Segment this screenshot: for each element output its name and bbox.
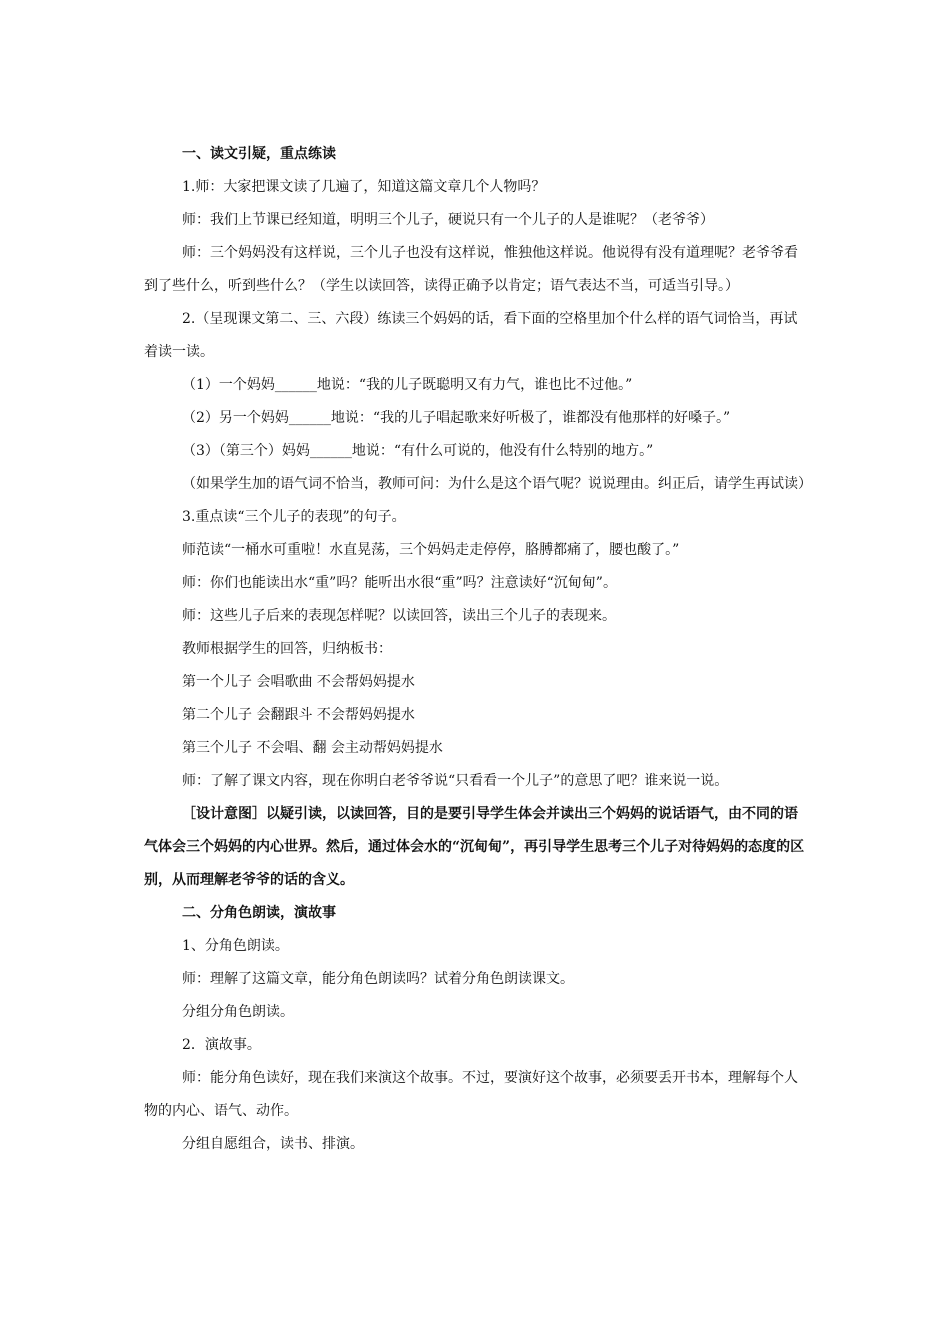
paragraph: 3.重点读“三个儿子的表现”的句子。 — [182, 509, 406, 525]
board-note-line: 第二个儿子 会翻跟斗 不会帮妈妈提水 — [182, 707, 415, 723]
paragraph: （如果学生加的语气词不恰当，教师可问：为什么是这个语气呢？说说理由。纠正后，请学生再试读） — [182, 476, 812, 492]
paragraph: 教师根据学生的回答，归纳板书： — [182, 641, 392, 657]
board-note-line: 第三个儿子 不会唱、翻 会主动帮妈妈提水 — [182, 740, 443, 756]
design-intent-note: ［设计意图］以疑引读，以读回答，目的是要引导学生体会并读出三个妈妈的说话语气，由不同的语气体会三个妈妈的内心世界。然后，通过体会水的“沉甸甸”，再引导学生思考三个儿子对待妈妈的态度的区别，从而理解老爷爷的话的含义。 — [144, 806, 805, 888]
document-body — [144, 138, 810, 1161]
board-note-line: 第一个儿子 会唱歌曲 不会帮妈妈提水 — [182, 674, 415, 690]
paragraph: 师：我们上节课已经知道，明明三个儿子，硬说只有一个儿子的人是谁呢？（老爷爷） — [182, 212, 714, 228]
paragraph: 1、分角色朗读。 — [182, 938, 289, 954]
paragraph: （2）另一个妈妈______地说：“我的儿子唱起歌来好听极了，谁都没有他那样的好嗓子。” — [182, 410, 731, 426]
paragraph: 1.师：大家把课文读了几遍了，知道这篇文章几个人物吗？ — [182, 179, 546, 195]
paragraph: 分组分角色朗读。 — [182, 1004, 294, 1020]
section-heading: 二、分角色朗读，演故事 — [182, 905, 336, 921]
section-heading: 一、读文引疑，重点练读 — [182, 146, 336, 162]
paragraph: 师：理解了这篇文章，能分角色朗读吗？试着分角色朗读课文。 — [182, 971, 574, 987]
paragraph: 师：这些儿子后来的表现怎样呢？以读回答，读出三个儿子的表现来。 — [182, 608, 616, 624]
paragraph: 分组自愿组合，读书、排演。 — [182, 1136, 364, 1152]
paragraph: 师：你们也能读出水“重”吗？能听出水很“重”吗？注意读好“沉甸甸”。 — [182, 575, 617, 591]
paragraph: （1）一个妈妈______地说：“我的儿子既聪明又有力气，谁也比不过他。” — [182, 377, 633, 393]
paragraph: 师：了解了课文内容，现在你明白老爷爷说“只看看一个儿子”的意思了吧？谁来说一说。 — [182, 773, 729, 789]
paragraph: 师：三个妈妈没有这样说，三个儿子也没有这样说，惟独他这样说。他说得有没有道理呢？老爷爷看到了些什么，听到些什么？（学生以读回答，读得正确予以肯定；语气表达不当，可适当引导。） — [144, 245, 798, 294]
paragraph: （3）（第三个）妈妈______地说：“有什么可说的，他没有什么特别的地方。” — [182, 443, 654, 459]
paragraph: 师：能分角色读好，现在我们来演这个故事。不过，要演好这个故事，必须要丢开书本，理解每个人物的内心、语气、动作。 — [144, 1070, 798, 1119]
paragraph: 师范读“一桶水可重啦！水直晃荡，三个妈妈走走停停，胳膊都痛了，腰也酸了。” — [182, 542, 680, 558]
paragraph: 2．演故事。 — [182, 1037, 261, 1053]
paragraph: 2.（呈现课文第二、三、六段）练读三个妈妈的话，看下面的空格里加个什么样的语气词恰当，再试着读一读。 — [144, 311, 798, 360]
